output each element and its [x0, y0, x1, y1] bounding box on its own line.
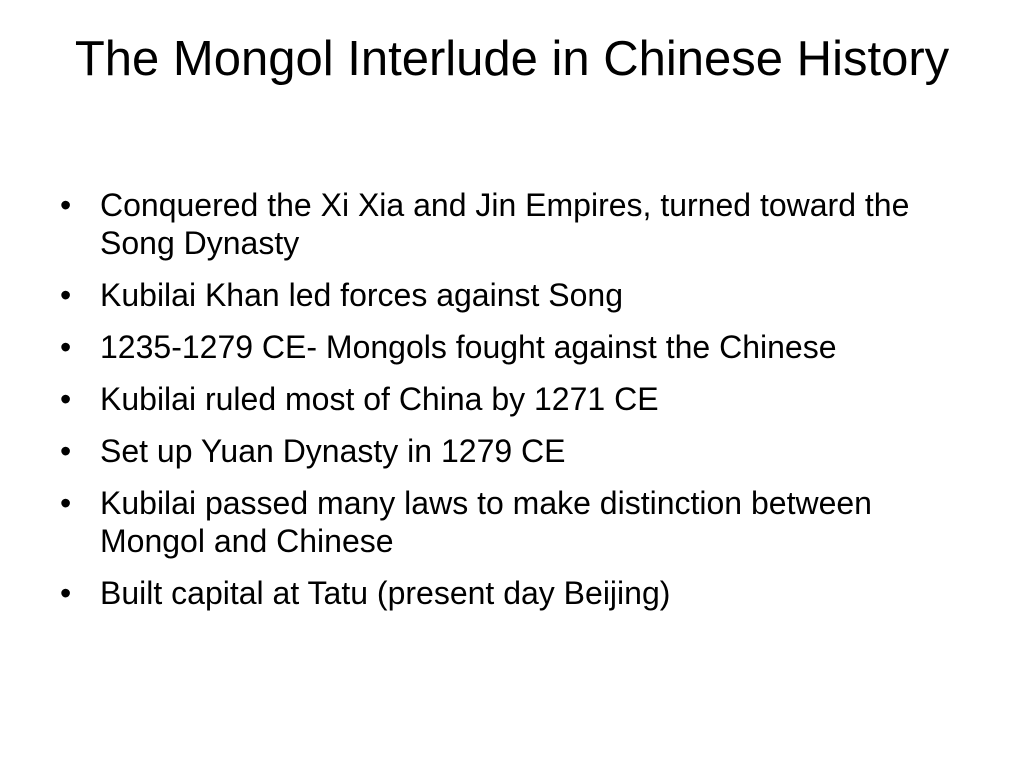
bullet-text: Built capital at Tatu (present day Beijing) [100, 575, 671, 611]
bullet-icon: • [60, 187, 72, 223]
bullet-text: 1235-1279 CE- Mongols fought against the Chinese [100, 329, 837, 365]
bullet-text: Kubilai Khan led forces against Song [100, 277, 624, 313]
bullet-text: Kubilai ruled most of China by 1271 CE [100, 381, 659, 417]
bullet-icon: • [60, 485, 72, 521]
bullet-item [60, 276, 960, 314]
bullet-list [60, 186, 960, 626]
bullet-icon: • [60, 433, 72, 469]
bullet-icon: • [60, 329, 72, 365]
bullet-item [60, 432, 960, 470]
bullet-item [60, 328, 960, 366]
bullet-item [60, 484, 960, 560]
bullet-item [60, 574, 960, 612]
bullet-item [60, 380, 960, 418]
slide-title: The Mongol Interlude in Chinese History [74, 32, 950, 86]
bullet-text: Conquered the Xi Xia and Jin Empires, turned toward the Song Dynasty [100, 187, 910, 261]
bullet-item [60, 186, 960, 262]
bullet-icon: • [60, 381, 72, 417]
bullet-text: Set up Yuan Dynasty in 1279 CE [100, 433, 566, 469]
bullet-text: Kubilai passed many laws to make distinction between Mongol and Chinese [100, 485, 872, 559]
bullet-icon: • [60, 277, 72, 313]
bullet-icon: • [60, 575, 72, 611]
